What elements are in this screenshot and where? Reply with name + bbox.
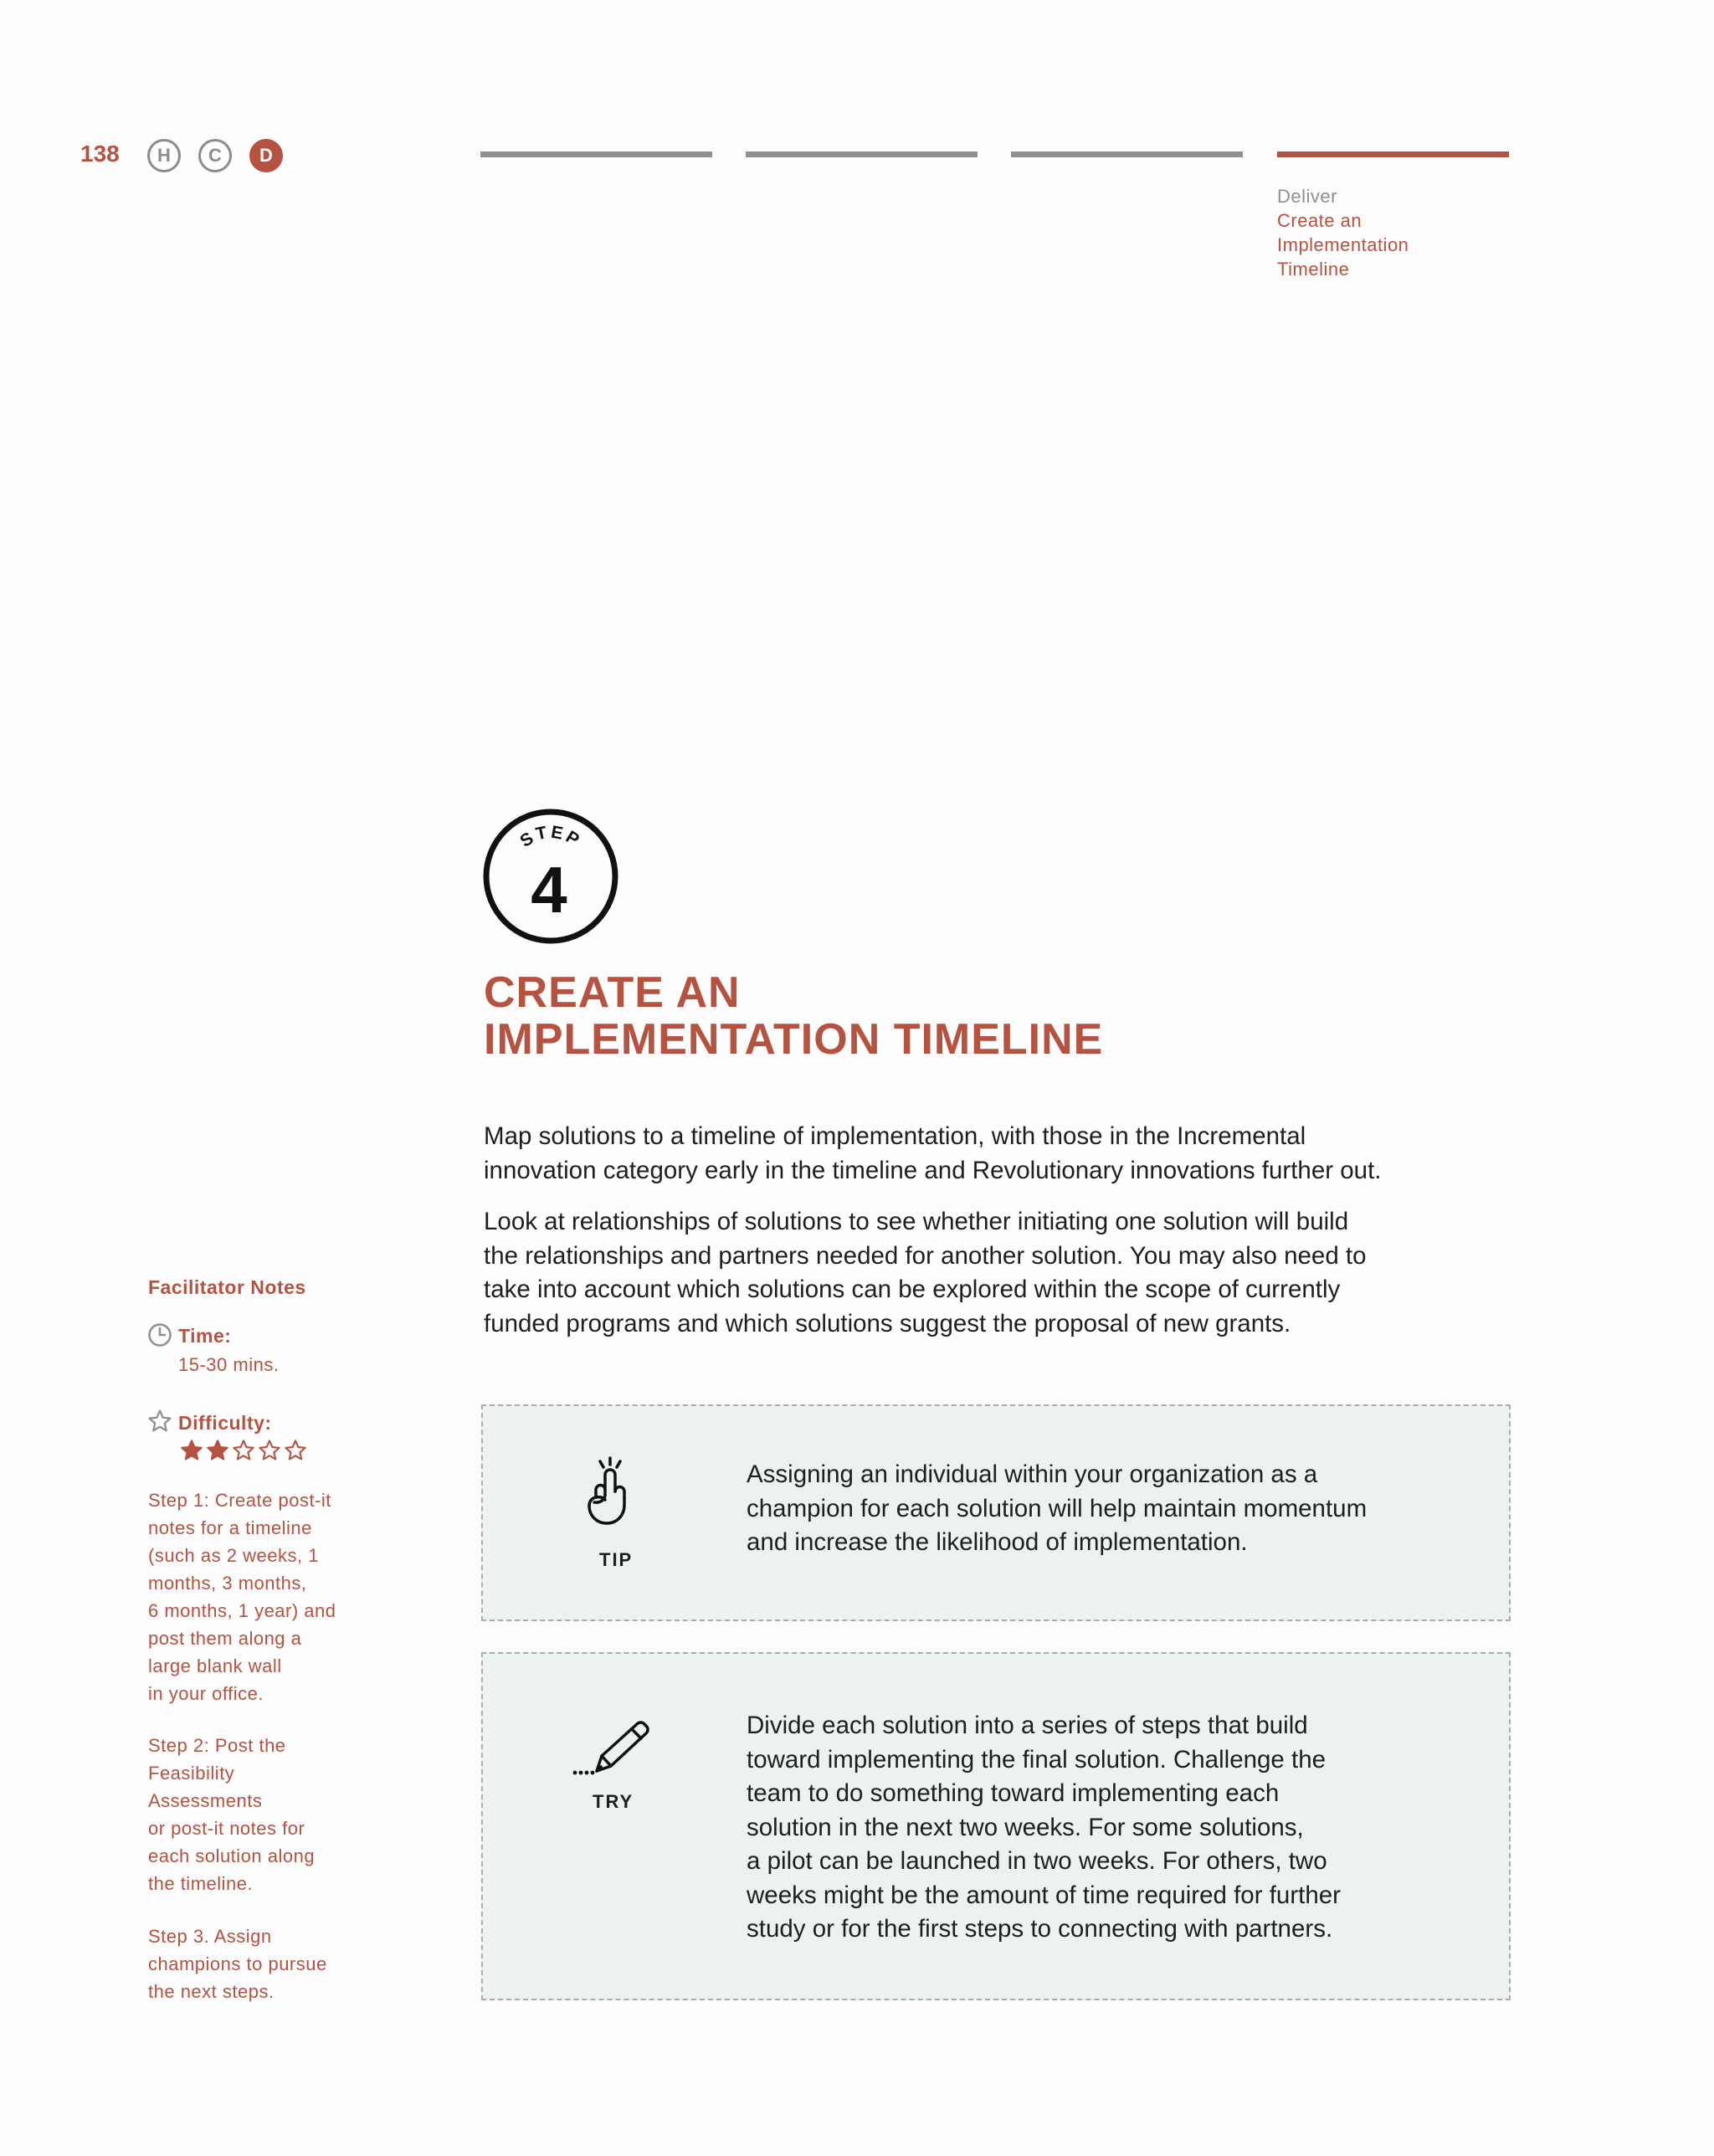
progress-bar-1 bbox=[480, 151, 712, 157]
body-line: innovation category early in the timeline and Revolutionary innovations further out. bbox=[484, 1156, 1382, 1184]
time-value: 15-30 mins. bbox=[178, 1354, 280, 1375]
facilitator-notes-heading: Facilitator Notes bbox=[148, 1276, 306, 1298]
title-line-2: IMPLEMENTATION TIMELINE bbox=[484, 1015, 1104, 1064]
page-number: 138 bbox=[80, 141, 120, 167]
step2-line: the timeline. bbox=[148, 1873, 254, 1894]
step1-line: 6 months, 1 year) and bbox=[148, 1600, 336, 1621]
body-line: Look at relationships of solutions to see whether initiating one solution will build bbox=[484, 1208, 1349, 1235]
phase-h-circle: H bbox=[147, 139, 181, 172]
try-text bbox=[747, 1709, 1341, 1947]
breadcrumb-section: Deliver bbox=[1277, 186, 1337, 207]
try-line: solution in the next two weeks. For some solutions, bbox=[747, 1813, 1304, 1841]
tip-callout bbox=[481, 1404, 1511, 1621]
try-line: toward implementing the final solution. Challenge the bbox=[747, 1745, 1327, 1774]
try-label: TRY bbox=[593, 1791, 634, 1812]
step1-line: post them along a bbox=[148, 1628, 302, 1649]
step1-line: (such as 2 weeks, 1 bbox=[148, 1545, 319, 1566]
step2-line: or post-it notes for bbox=[148, 1818, 305, 1839]
step-label: STEP bbox=[516, 822, 585, 851]
step1-line: in your office. bbox=[148, 1683, 264, 1704]
progress-bar-4-active bbox=[1277, 151, 1509, 157]
star-filled-icon bbox=[180, 1439, 203, 1462]
step2-line: Feasibility bbox=[148, 1763, 235, 1784]
step3-instructions bbox=[148, 1922, 327, 2005]
body-line: funded programs and which solutions suggest the proposal of new grants. bbox=[484, 1309, 1291, 1337]
star-empty-icon bbox=[232, 1439, 255, 1462]
step2-instructions bbox=[148, 1732, 315, 1897]
step3-line: champions to pursue bbox=[148, 1953, 327, 1974]
phase-d-circle: D bbox=[249, 139, 283, 172]
tip-label: TIP bbox=[599, 1549, 634, 1570]
step-number: 4 bbox=[531, 853, 567, 927]
clock-icon bbox=[147, 1322, 172, 1348]
step1-line: notes for a timeline bbox=[148, 1517, 312, 1538]
body-paragraph-2 bbox=[484, 1205, 1530, 1341]
breadcrumb-current-2: Implementation bbox=[1277, 234, 1409, 255]
breadcrumb bbox=[1277, 184, 1409, 281]
try-line: study or for the first steps to connecting with partners. bbox=[747, 1915, 1333, 1943]
star-empty-icon bbox=[258, 1439, 281, 1462]
body-line: Map solutions to a timeline of implementation, with those in the Incremental bbox=[484, 1122, 1306, 1150]
time-label: Time: bbox=[178, 1325, 232, 1347]
try-line: team to do something toward implementing each bbox=[747, 1779, 1280, 1807]
step2-line: each solution along bbox=[148, 1845, 316, 1866]
try-line: a pilot can be launched in two weeks. For others, two bbox=[747, 1847, 1327, 1875]
body-paragraph-1 bbox=[484, 1120, 1530, 1188]
star-filled-icon bbox=[206, 1439, 229, 1462]
title-line-1: CREATE AN bbox=[484, 968, 741, 1017]
difficulty-label: Difficulty: bbox=[178, 1412, 272, 1434]
step1-line: months, 3 months, bbox=[148, 1573, 307, 1594]
pointing-finger-icon bbox=[579, 1455, 641, 1527]
tip-text bbox=[747, 1458, 1367, 1560]
try-line: weeks might be the amount of time required for further bbox=[747, 1881, 1341, 1909]
tip-line: and increase the likelihood of implementation. bbox=[747, 1528, 1248, 1556]
body-line: the relationships and partners needed for another solution. You may also need to bbox=[484, 1241, 1367, 1270]
step1-line: large blank wall bbox=[148, 1656, 282, 1676]
progress-bar-2 bbox=[746, 151, 978, 157]
star-empty-icon bbox=[284, 1439, 307, 1462]
try-line: Divide each solution into a series of steps that build bbox=[747, 1712, 1308, 1739]
star-outline-icon bbox=[147, 1409, 172, 1434]
step1-line: Step 1: Create post-it bbox=[148, 1490, 331, 1511]
pencil-icon bbox=[572, 1717, 655, 1779]
tip-line: champion for each solution will help maintain momentum bbox=[747, 1494, 1368, 1522]
breadcrumb-current-3: Timeline bbox=[1277, 259, 1350, 280]
step3-line: Step 3. Assign bbox=[148, 1926, 272, 1947]
step-badge bbox=[482, 808, 619, 945]
step2-line: Step 2: Post the bbox=[148, 1735, 286, 1756]
progress-bar-3 bbox=[1011, 151, 1243, 157]
difficulty-stars bbox=[180, 1439, 307, 1462]
step1-instructions bbox=[148, 1486, 336, 1707]
tip-line: Assigning an individual within your organization as a bbox=[747, 1460, 1318, 1488]
page-title bbox=[484, 969, 1103, 1063]
step2-line: Assessments bbox=[148, 1790, 263, 1811]
step3-line: the next steps. bbox=[148, 1981, 275, 2002]
body-line: take into account which solutions can be explored within the scope of currently bbox=[484, 1276, 1341, 1303]
phase-c-circle: C bbox=[198, 139, 232, 172]
breadcrumb-current-1: Create an bbox=[1277, 210, 1362, 231]
try-callout bbox=[481, 1652, 1511, 2000]
